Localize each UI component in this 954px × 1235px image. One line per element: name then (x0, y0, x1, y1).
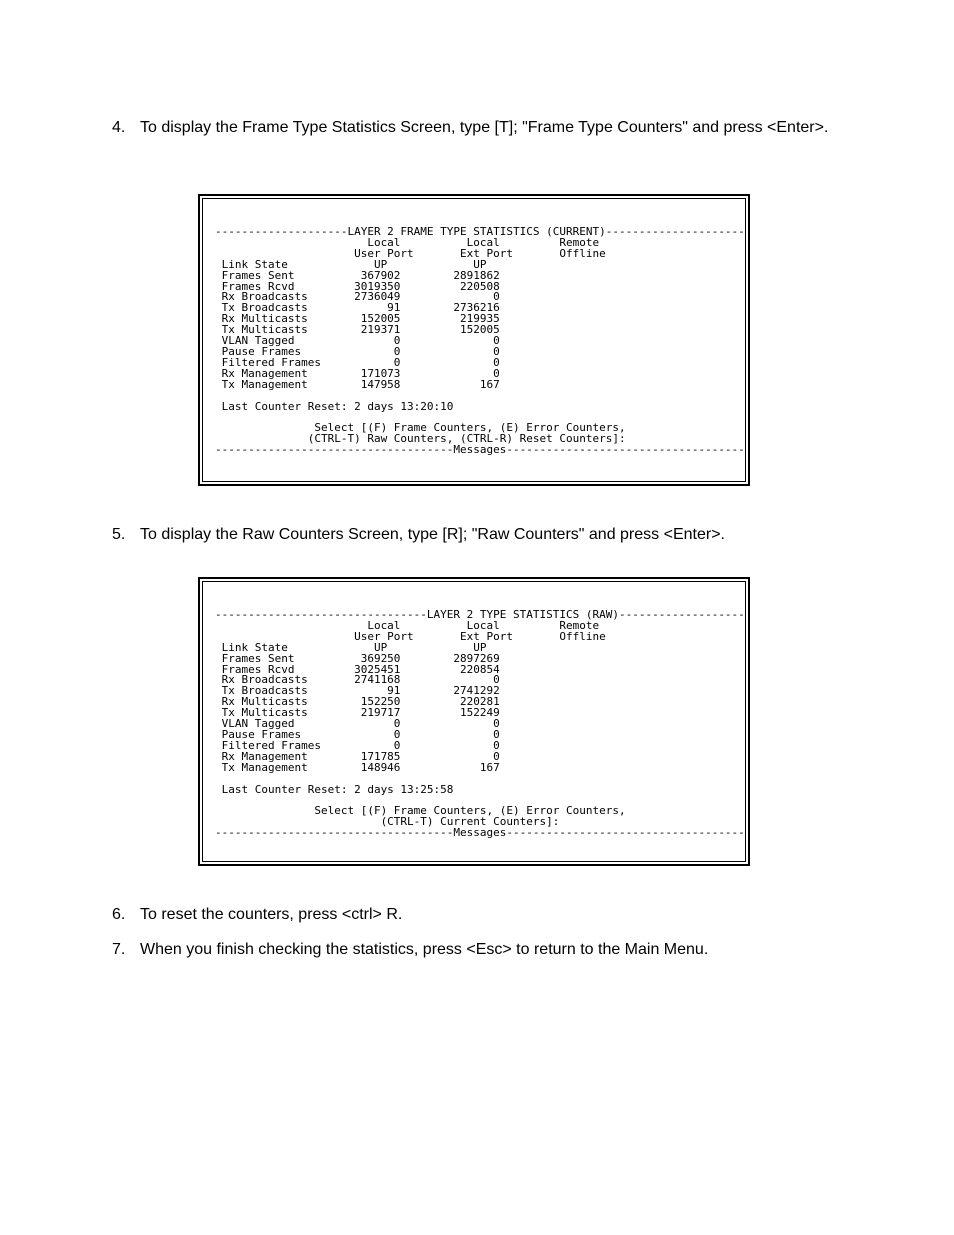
step-text: To reset the counters, press <ctrl> R. (140, 906, 403, 923)
terminal-text-current: --------------------LAYER 2 FRAME TYPE STATISTICS (CURRENT)--------------------- Local Local Remote User Port Ext Port Offline Link State UP UP Frames Sent 367902 2891862 Frames Rcvd 3019350 220508 Rx Broadcasts 2736049 0 Tx Broadcasts 91 2736216 Rx Multicasts 152005 219935 Tx Multicasts 219371 152005 VLAN Tagged 0 0 Pause Frames 0 0 Filtered Frames 0 0 Rx Management 171073 0 Tx Management 147958 167 Last Counter Reset: 2 days 13:20:10 Select [(F) Frame Counters, (E) Error Counters, (CTRL-T) Raw Counters, (CTRL-R) Reset Counters]: ------------------------------------Messages------------------------------------ (215, 225, 745, 457)
step-text: To display the Frame Type Statistics Screen, type [T]; "Frame Type Counters" and press <Enter>. (140, 119, 829, 136)
step-number: 4. (112, 119, 126, 136)
terminal-screenshot-raw (198, 577, 750, 866)
terminal-screen (202, 198, 746, 482)
step-text: To display the Raw Counters Screen, type [R]; "Raw Counters" and press <Enter>. (140, 526, 725, 543)
terminal-screen (202, 581, 746, 862)
step-number: 5. (112, 526, 126, 543)
step-number: 6. (112, 906, 126, 923)
step-4 (112, 118, 832, 158)
terminal-screenshot-current (198, 194, 750, 486)
step-number: 7. (112, 941, 126, 958)
step-7 (112, 940, 832, 960)
step-5 (112, 525, 832, 545)
terminal-text-raw: --------------------------------LAYER 2 TYPE STATISTICS (RAW)------------------- Local Local Remote User Port Ext Port Offline Link State UP UP Frames Sent 369250 2897269 Frames Rcvd 3025451 220854 Rx Broadcasts 2741168 0 Tx Broadcasts 91 2741292 Rx Multicasts 152250 220281 Tx Multicasts 219717 152249 VLAN Tagged 0 0 Pause Frames 0 0 Filtered Frames 0 0 Rx Management 171785 0 Tx Management 148946 167 Last Counter Reset: 2 days 13:25:58 Select [(F) Frame Counters, (E) Error Counters, (CTRL-T) Current Counters]: ------------------------------------Messages------------------------------------ (215, 608, 745, 840)
step-text: When you finish checking the statistics, press <Esc> to return to the Main Menu. (140, 941, 709, 958)
step-6 (112, 905, 832, 925)
